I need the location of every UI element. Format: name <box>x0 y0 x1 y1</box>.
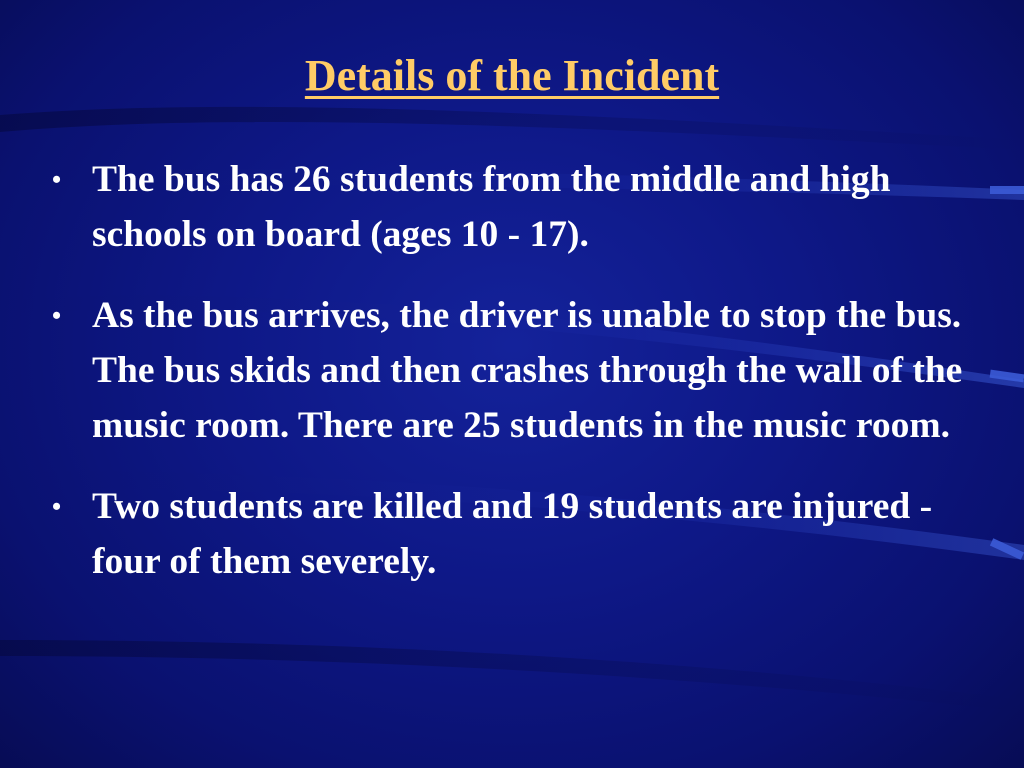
bullet-marker: • <box>52 165 62 194</box>
bullet-item <box>52 152 987 262</box>
bullet-list <box>52 152 987 615</box>
bullet-marker: • <box>52 492 62 521</box>
bullet-text: Two students are killed and 19 students are injured - four of them severely. <box>92 486 933 582</box>
bullet-text: As the bus arrives, the driver is unable to stop the bus. The bus skids and then crashes through the wall of the music room. There are 25 students in the music room. <box>92 295 963 446</box>
bullet-marker: • <box>52 301 62 330</box>
bullet-text: The bus has 26 students from the middle and high schools on board (ages 10 - 17). <box>92 159 891 255</box>
bullet-item <box>52 479 987 589</box>
slide-title: Details of the Incident <box>304 51 720 100</box>
bullet-item <box>52 288 987 453</box>
